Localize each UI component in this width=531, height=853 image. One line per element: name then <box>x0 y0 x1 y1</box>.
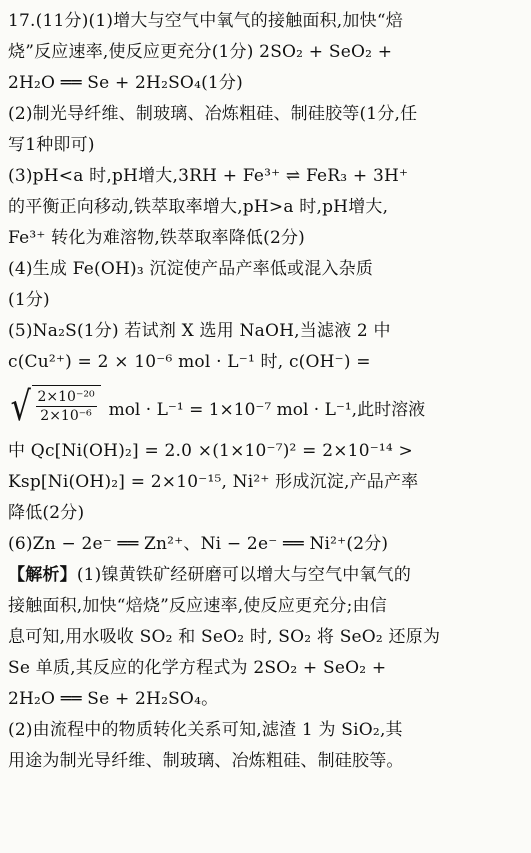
analysis-text: (1)镍黄铁矿经研磨可以增大与空气中氧气的 <box>76 565 412 585</box>
text-line: (6)Zn − 2e⁻ ══ Zn²⁺、Ni − 2e⁻ ══ Ni²⁺(2分) <box>8 534 389 554</box>
text-line: 的平衡正向移动,铁萃取率增大,pH>a 时,pH增大, <box>8 197 389 217</box>
text-line: Fe³⁺ 转化为难溶物,铁萃取率降低(2分) <box>8 228 306 248</box>
analysis-label: 【解析】 <box>8 565 77 585</box>
sqrt-formula-line <box>8 378 519 436</box>
text-line: 息可知,用水吸收 SO₂ 和 SeO₂ 时, SO₂ 将 SeO₂ 还原为 <box>8 627 441 647</box>
text-line: c(Cu²⁺) = 2 × 10⁻⁶ mol · L⁻¹ 时, c(OH⁻) = <box>8 352 371 372</box>
text-line: 降低(2分) <box>8 503 85 523</box>
text-line: 17.(11分)(1)增大与空气中氧气的接触面积,加快“焙 <box>8 11 403 31</box>
fraction-denominator: 2×10⁻⁶ <box>40 408 92 424</box>
text-line: 2H₂O ══ Se + 2H₂SO₄。 <box>8 689 219 709</box>
text-line: (1分) <box>8 290 50 310</box>
text-line: 接触面积,加快“焙烧”反应速率,使反应更充分;由信 <box>8 596 387 616</box>
text-line: (5)Na₂S(1分) 若试剂 X 选用 NaOH,当滤液 2 中 <box>8 321 391 341</box>
text-line: Se 单质,其反应的化学方程式为 2SO₂ + SeO₂ + <box>8 658 387 678</box>
text-line: 2H₂O ══ Se + 2H₂SO₄(1分) <box>8 73 243 93</box>
text-line: Ksp[Ni(OH)₂] = 2×10⁻¹⁵, Ni²⁺ 形成沉淀,产品产率 <box>8 472 419 492</box>
text-line: (2)制光导纤维、制玻璃、冶炼粗硅、制硅胶等(1分,任 <box>8 104 418 124</box>
text-line: (3)pH<a 时,pH增大,3RH + Fe³⁺ ⇌ FeR₃ + 3H⁺ <box>8 166 409 186</box>
text-line: 用途为制光导纤维、制玻璃、冶炼粗硅、制硅胶等。 <box>8 751 404 771</box>
text-line: (2)由流程中的物质转化关系可知,滤渣 1 为 SiO₂,其 <box>8 720 403 740</box>
analysis-line <box>8 560 519 591</box>
square-root <box>8 385 101 429</box>
formula-tail: mol · L⁻¹ = 1×10⁻⁷ mol · L⁻¹,此时溶液 <box>108 399 426 420</box>
text-line: 中 Qc[Ni(OH)₂] = 2.0 ×(1×10⁻⁷)² = 2×10⁻¹⁴ > <box>8 441 413 461</box>
text-line: 写1种即可) <box>8 135 95 155</box>
text-line: 烧”反应速率,使反应更充分(1分) 2SO₂ + SeO₂ + <box>8 42 393 62</box>
fraction-numerator: 2×10⁻²⁰ <box>37 389 95 405</box>
fraction <box>32 385 101 429</box>
text-line: (4)生成 Fe(OH)₃ 沉淀使产品产率低或混入杂质 <box>8 259 374 279</box>
radical-sign: √ <box>10 384 31 430</box>
